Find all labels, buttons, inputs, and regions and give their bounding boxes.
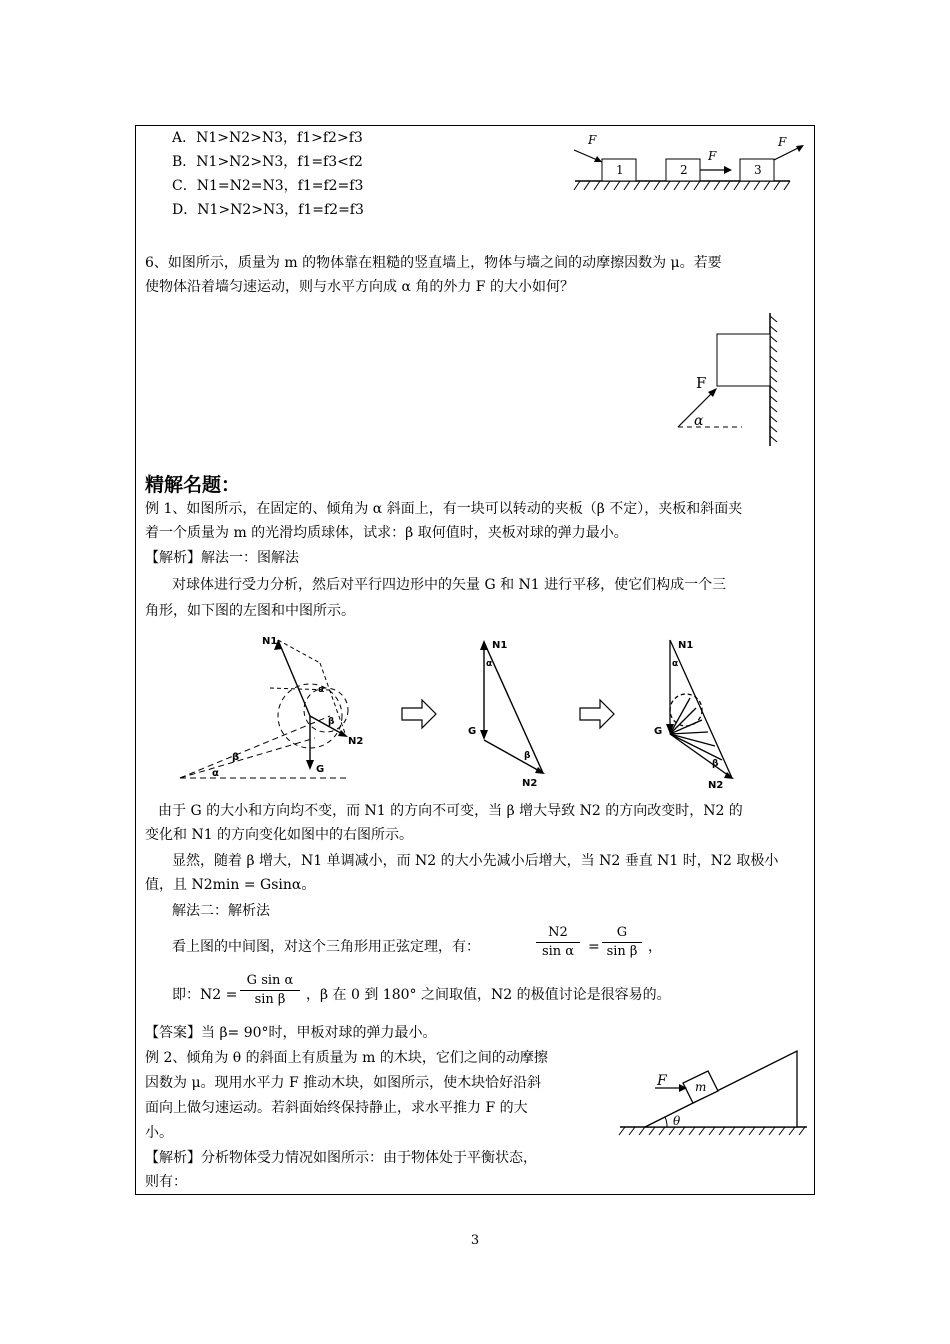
l-n1: N1 (262, 636, 278, 647)
left-diagram (180, 640, 350, 778)
fraction-gsinalpha-sinbeta: $\frac{\text{G sin α}}{\text{sin β}}$ (240, 972, 300, 1009)
ex1-p3b: 值，且 N2min = Gsinα。 (145, 877, 316, 893)
incline-force-label: F (657, 1073, 667, 1089)
r-n1: N1 (678, 640, 694, 651)
blocks-figure (570, 128, 800, 198)
l-beta2: β (328, 717, 335, 727)
ex1-answer: 【答案】当 β= 90°时，甲板对球的弹力最小。 (145, 1025, 437, 1041)
block-2-label: 2 (680, 163, 688, 177)
incline-mass-label: m (695, 1080, 707, 1094)
ex1-p1a: 对球体进行受力分析，然后对平行四边形中的矢量 G 和 N1 进行平移，使它们构成一个三 (172, 577, 727, 593)
page-number: 3 (470, 1233, 480, 1248)
m-n1: N1 (492, 640, 508, 651)
r-g: G (654, 726, 663, 737)
ex1-p2a: 由于 G 的大小和方向均不变，而 N1 的方向不可变，当 β 增大导致 N2 的方向改变时，N2 的 (158, 803, 743, 819)
l-beta: β (232, 752, 240, 763)
r-n2: N2 (708, 780, 724, 791)
force-label-1: F (588, 133, 597, 147)
m-alpha: α (486, 659, 493, 669)
l-alpha2: α (318, 685, 325, 695)
wall-figure (670, 310, 790, 450)
m-beta: β (524, 751, 531, 761)
l-alpha: α (212, 768, 219, 779)
force-label: F (696, 374, 707, 392)
equals-sign: = (588, 939, 600, 955)
block-3-label: 3 (754, 163, 762, 177)
ex1-p5a: 即：N2 = (172, 987, 238, 1003)
r-beta: β (712, 759, 719, 769)
block-1-label: 1 (616, 163, 624, 177)
force-label-3: F (778, 135, 787, 149)
angle-label: α (694, 413, 704, 429)
ex2-line2: 因数为 μ。现用水平力 F 推动木块，如图所示，使木块恰好沿斜 (145, 1075, 542, 1091)
m-n2: N2 (522, 778, 538, 789)
option-b: B．N1>N2>N3，f1=f3<f2 (172, 154, 363, 170)
vector-diagrams (170, 628, 770, 791)
option-d: D．N1>N2>N3，f1=f2=f3 (172, 202, 364, 218)
ex1-method2: 解法二：解析法 (172, 903, 270, 919)
q6-line2: 使物体沿着墙匀速运动，则与水平方向成 α 角的外力 F 的大小如何？ (145, 279, 574, 295)
ex1-p2b: 变化和 N1 的方向变化如图中的右图所示。 (145, 827, 414, 843)
ex1-analysis: 【解析】解法一：图解法 (145, 550, 299, 566)
fraction-g-sin-beta: $\frac{G}{\text{sin β}}$ (602, 924, 642, 961)
l-n2: N2 (348, 736, 364, 747)
ex1-p4: 看上图的中间图，对这个三角形用正弦定理，有： (172, 939, 480, 955)
ex2-line1: 例 2、倾角为 θ 的斜面上有质量为 m 的木块，它们之间的动摩擦 (145, 1050, 548, 1066)
right-diagram (670, 640, 732, 778)
ex2-analysis2: 则有： (145, 1174, 187, 1190)
l-g: G (316, 764, 325, 775)
box-on-wall (717, 334, 770, 386)
section-title: 精解名题： (145, 474, 241, 496)
comma: ， (648, 939, 662, 955)
q6-line1: 6、如图所示，质量为 m 的物体靠在粗糙的竖直墙上，物体与墙之间的动摩擦因数为 μ。若要 (145, 255, 722, 271)
incline-figure (615, 1045, 810, 1140)
fraction-n2-sin-alpha: $\frac{N2}{\text{sin α}}$ (536, 924, 580, 961)
transition-arrow-2 (580, 700, 614, 728)
ex2-analysis1: 【解析】分析物体受力情况如图所示：由于物体处于平衡状态， (145, 1150, 537, 1166)
r-alpha: α (672, 659, 679, 669)
incline-angle-label: θ (673, 1114, 681, 1128)
ex2-line4: 小。 (145, 1125, 173, 1141)
incline (645, 1051, 797, 1127)
force-label-2: F (708, 149, 717, 163)
option-c: C．N1=N2=N3，f1=f2=f3 (172, 178, 364, 194)
ex1-p5b: ，β 在 0 到 180° 之间取值，N2 的极值讨论是很容易的。 (306, 987, 671, 1003)
ex1-p3a: 显然，随着 β 增大，N1 单调减小，而 N2 的大小先减小后增大，当 N2 垂直 N1 时，N2 取极小 (172, 853, 779, 869)
ex1-line2: 着一个质量为 m 的光滑均质球体，试求：β 取何值时，夹板对球的弹力最小。 (145, 525, 628, 541)
m-g: G (468, 726, 477, 737)
option-a: A．N1>N2>N3，f1>f2>f3 (172, 130, 363, 146)
ex1-p1b: 角形，如下图的左图和中图所示。 (145, 603, 355, 619)
transition-arrow-1 (402, 700, 436, 728)
ex1-line1: 例 1、如图所示，在固定的、倾角为 α 斜面上，有一块可以转动的夹板（β 不定），夹板和斜面夹 (145, 501, 743, 517)
middle-diagram (484, 642, 543, 773)
ex2-line3: 面向上做匀速运动。若斜面始终保持静止，求水平推力 F 的大 (145, 1100, 528, 1116)
